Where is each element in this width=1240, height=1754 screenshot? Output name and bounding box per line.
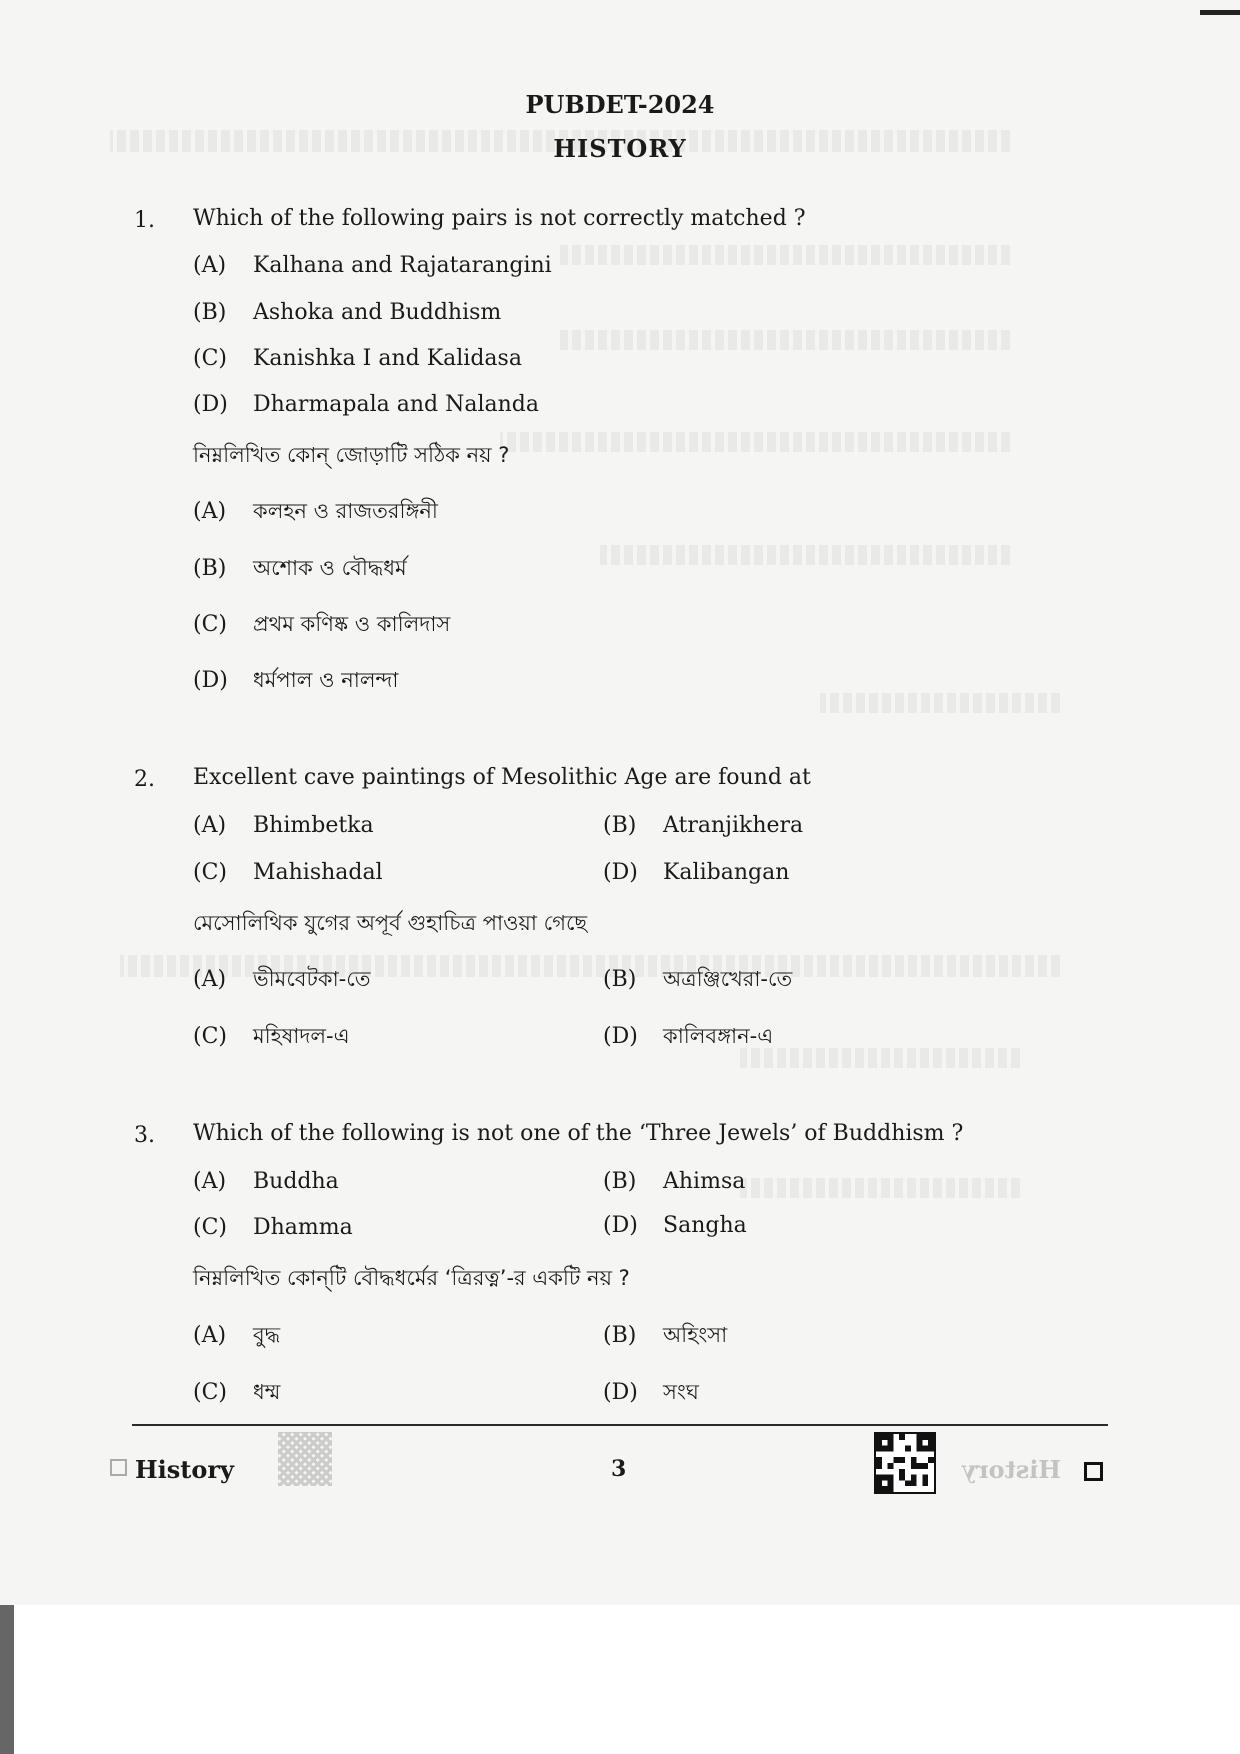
question-number: 3.	[134, 1123, 155, 1148]
show-through-line	[740, 1178, 1020, 1198]
question-text-bn: নিম্নলিখিত কোন্ জোড়াটি সঠিক নয় ?	[193, 443, 510, 467]
option-en: (C) Kanishka I and Kalidasa	[193, 346, 522, 371]
footer-rule	[132, 1424, 1108, 1426]
show-through-line	[740, 1048, 1020, 1068]
show-through-line	[560, 245, 1010, 265]
show-through-line	[560, 330, 1010, 350]
show-through-line	[820, 693, 1060, 713]
scan-edge-bar	[0, 1605, 14, 1754]
option-en: (A) Kalhana and Rajatarangini	[193, 253, 552, 278]
option-bn: (D) ধর্মপাল ও নালন্দা	[193, 668, 399, 693]
option-bn: (B) অহিংসা	[603, 1323, 728, 1348]
option-bn: (A) কলহন ও রাজতরঙ্গিনী	[193, 499, 438, 524]
scan-edge-mark	[1200, 10, 1240, 15]
option-bn: (D) কালিবঙ্গান-এ	[603, 1024, 774, 1049]
faint-qr-code-icon	[278, 1432, 332, 1486]
page-number: 3	[611, 1456, 627, 1482]
question-text-en: Excellent cave paintings of Mesolithic Age are found at	[193, 765, 811, 790]
option-bn: (A) বুদ্ধ	[193, 1323, 281, 1348]
footer-subject: History	[110, 1455, 234, 1484]
option-bn: (C) প্রথম কণিষ্ক ও কালিদাস	[193, 612, 451, 637]
option-en: (A) Buddha	[193, 1169, 339, 1194]
option-en: (C) Dhamma	[193, 1215, 353, 1240]
question-text-bn: মেসোলিথিক যুগের অপূর্ব গুহাচিত্র পাওয়া গেছে	[193, 911, 588, 935]
qr-code-icon	[874, 1432, 936, 1494]
option-en: (D) Sangha	[603, 1213, 747, 1238]
option-en: (B) Ahimsa	[603, 1169, 746, 1194]
option-bn: (D) সংঘ	[603, 1380, 699, 1405]
question-number: 1.	[134, 208, 155, 233]
square-icon	[110, 1459, 127, 1476]
exam-code: PUBDET-2024	[525, 90, 715, 119]
option-en: (C) Mahishadal	[193, 860, 383, 885]
question-text-en: Which of the following pairs is not correctly matched ?	[193, 206, 806, 231]
question-number: 2.	[134, 767, 155, 792]
option-en: (D) Kalibangan	[603, 860, 790, 885]
option-en: (A) Bhimbetka	[193, 813, 374, 838]
option-bn: (B) অত্রঞ্জিখেরা-তে	[603, 967, 793, 992]
option-bn: (C) ধম্ম	[193, 1380, 281, 1405]
option-bn: (A) ভীমবেটকা-তে	[193, 967, 371, 992]
square-icon	[1084, 1462, 1103, 1481]
option-en: (B) Atranjikhera	[603, 813, 804, 838]
option-en: (B) Ashoka and Buddhism	[193, 300, 502, 325]
show-through-line	[500, 432, 1010, 452]
option-bn: (C) মহিষাদল-এ	[193, 1024, 350, 1049]
question-text-bn: নিম্নলিখিত কোন্‌টি বৌদ্ধধর্মের ‘ত্রিরত্ন’-র একটি নয় ?	[193, 1266, 630, 1290]
question-text-en: Which of the following is not one of the ‘Three Jewels’ of Buddhism ?	[193, 1121, 964, 1146]
option-en: (D) Dharmapala and Nalanda	[193, 392, 540, 417]
subject-title: HISTORY	[553, 134, 687, 163]
option-bn: (B) অশোক ও বৌদ্ধধর্ম	[193, 556, 407, 581]
show-through-line	[600, 545, 1010, 565]
mirrored-footer-subject: History	[962, 1455, 1061, 1484]
